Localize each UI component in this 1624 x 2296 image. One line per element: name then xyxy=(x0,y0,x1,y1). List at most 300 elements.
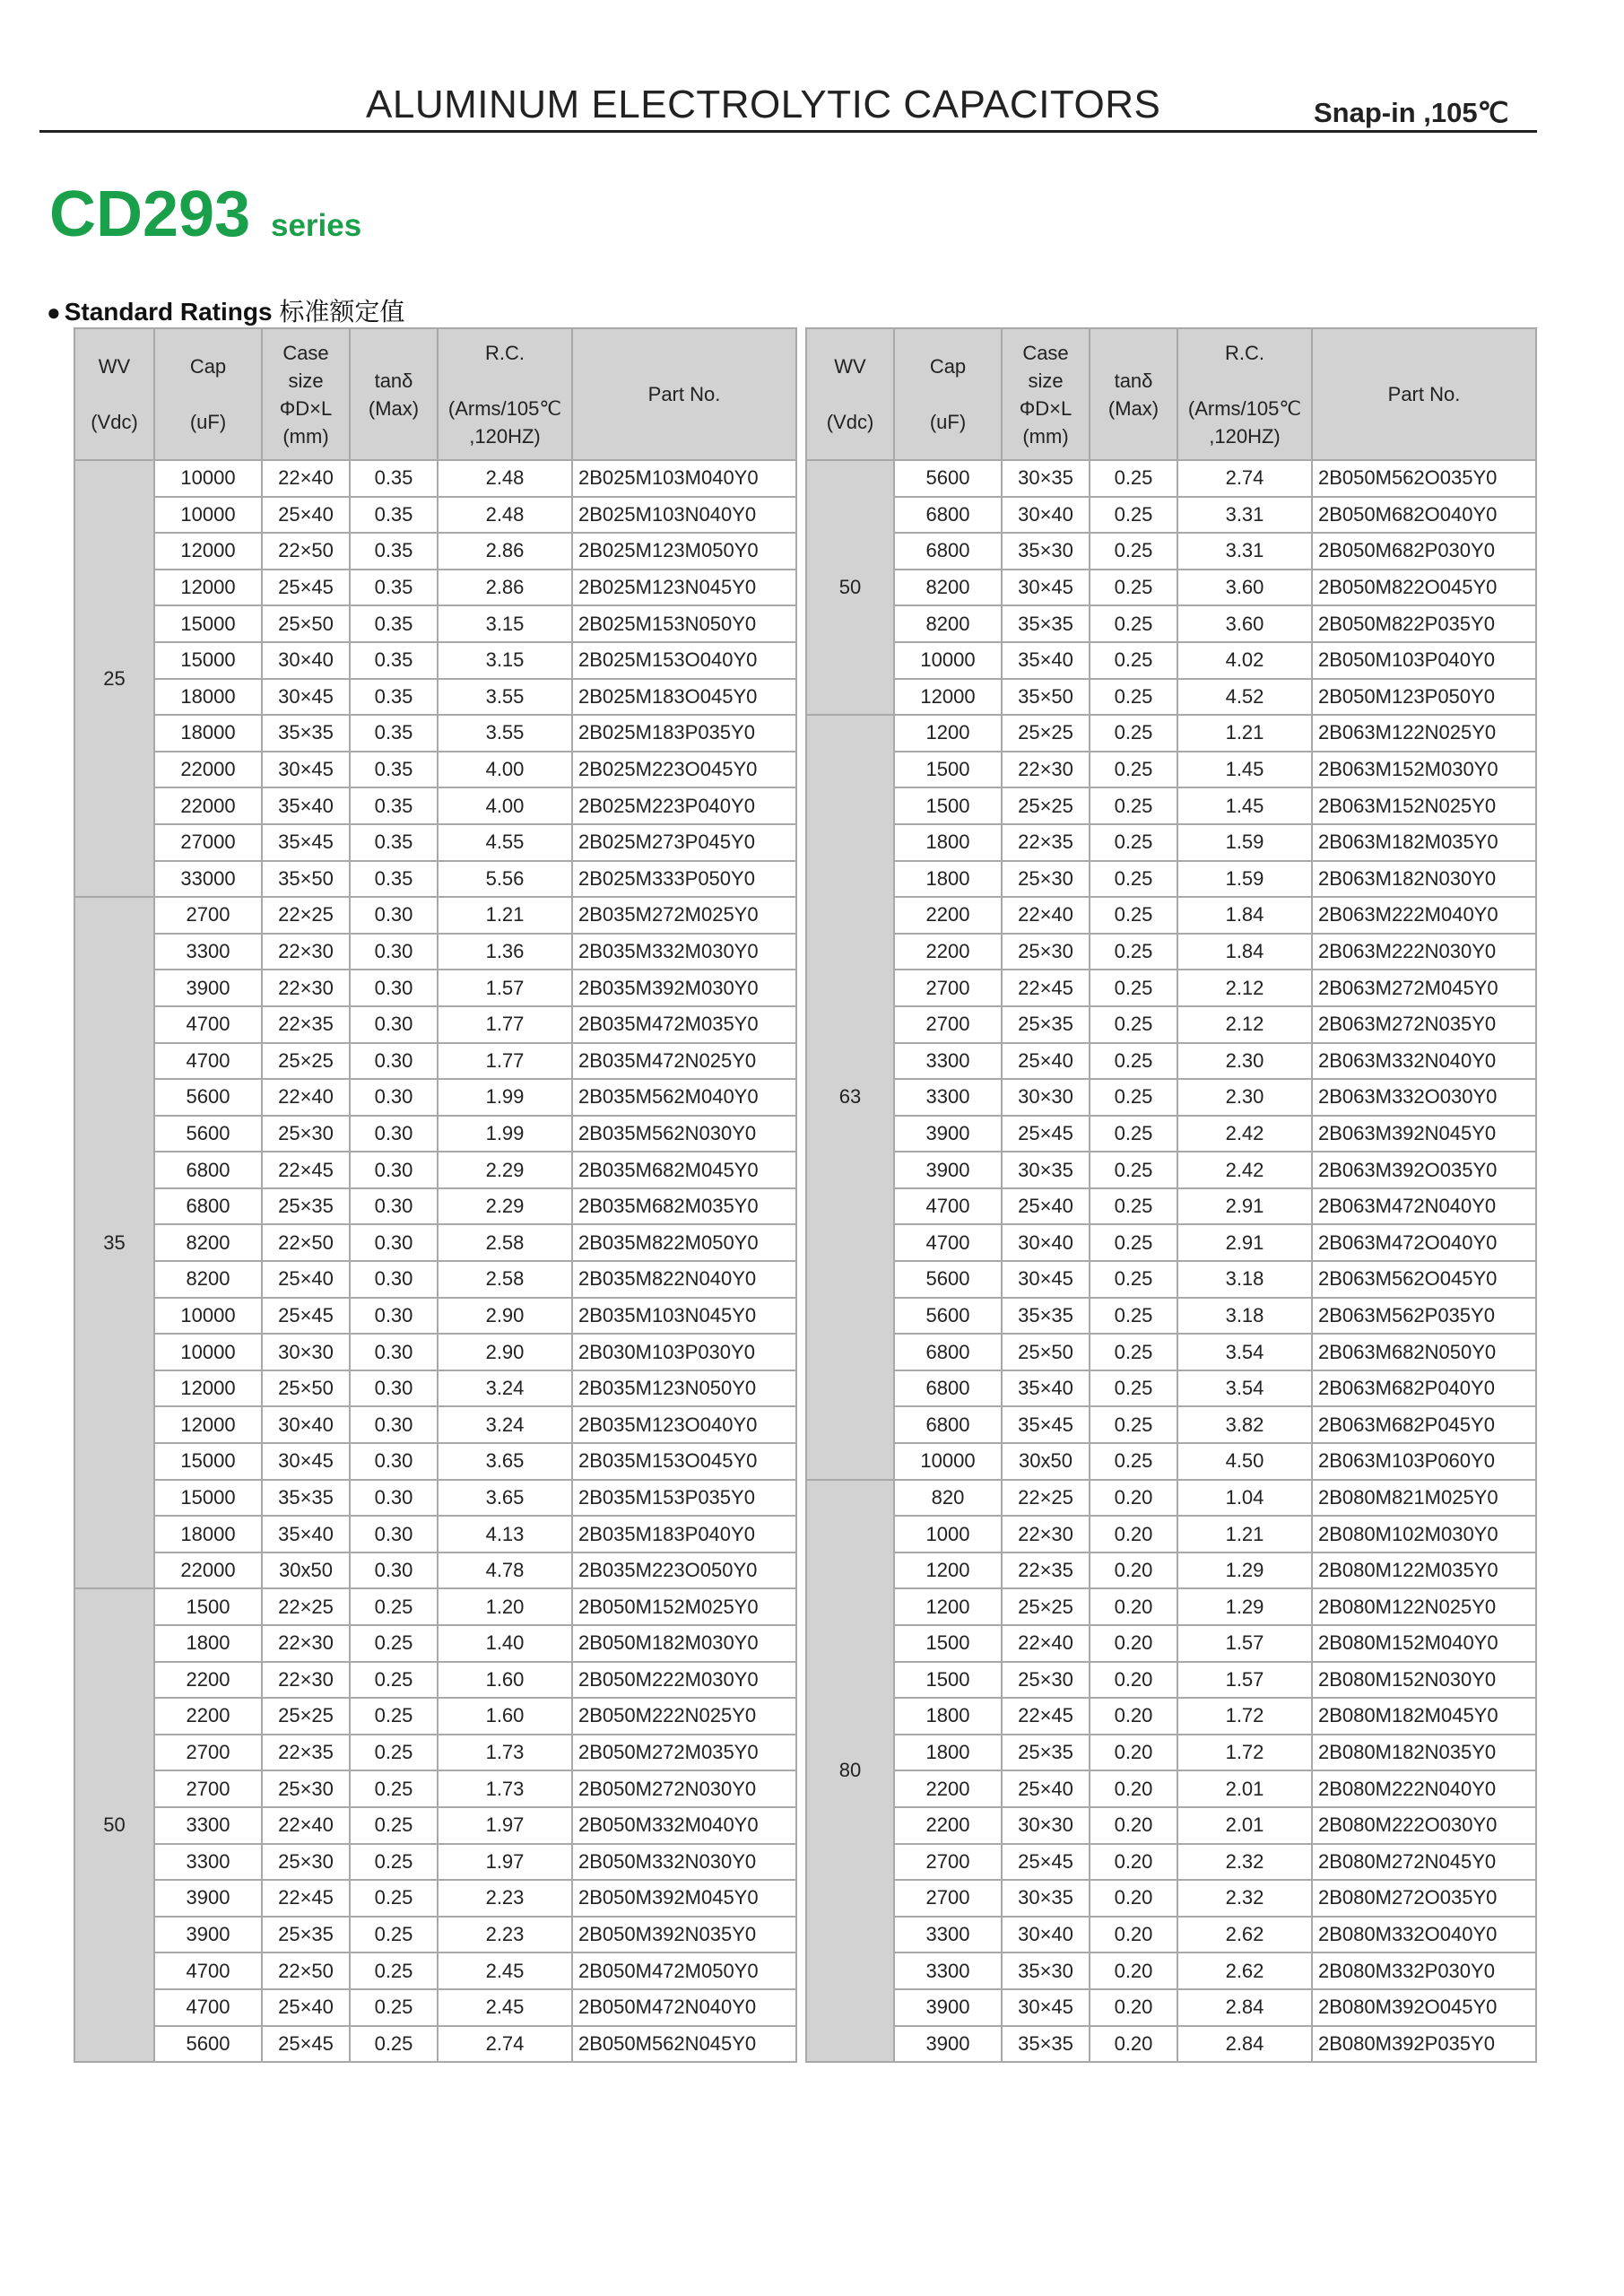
cap-cell: 3300 xyxy=(154,1807,262,1844)
part-no-cell: 2B050M182M030Y0 xyxy=(572,1625,796,1662)
table-row xyxy=(806,1043,1536,1080)
cap-cell: 1800 xyxy=(894,1735,1002,1771)
part-no-cell: 2B063M472N040Y0 xyxy=(1312,1188,1536,1225)
cap-cell: 5600 xyxy=(154,1116,262,1152)
cap-cell: 2700 xyxy=(894,1880,1002,1917)
case-size-cell: 30×45 xyxy=(262,679,350,716)
cap-cell: 1200 xyxy=(894,1588,1002,1625)
ripple-current-cell: 1.99 xyxy=(438,1116,572,1152)
part-no-cell: 2B063M472O040Y0 xyxy=(1312,1224,1536,1261)
ripple-current-cell: 2.01 xyxy=(1177,1807,1312,1844)
cap-cell: 4700 xyxy=(894,1224,1002,1261)
table-row xyxy=(806,1334,1536,1370)
case-size-cell: 25×30 xyxy=(1002,861,1090,898)
case-size-cell: 22×45 xyxy=(1002,1698,1090,1735)
header-part-no: Part No. xyxy=(1312,328,1536,460)
cap-cell: 3900 xyxy=(894,1989,1002,2026)
case-size-cell: 25×35 xyxy=(262,1188,350,1225)
tan-delta-cell: 0.35 xyxy=(350,824,438,861)
case-size-cell: 25×35 xyxy=(262,1917,350,1953)
ripple-current-cell: 3.24 xyxy=(438,1370,572,1407)
ripple-current-cell: 1.45 xyxy=(1177,752,1312,788)
case-size-cell: 25×35 xyxy=(1002,1735,1090,1771)
table-row xyxy=(74,533,796,570)
case-size-cell: 25×45 xyxy=(262,1298,350,1335)
table-row xyxy=(806,1552,1536,1589)
case-size-cell: 25×40 xyxy=(262,1261,350,1298)
ripple-current-cell: 3.55 xyxy=(438,679,572,716)
part-no-cell: 2B080M122M035Y0 xyxy=(1312,1552,1536,1589)
table-row xyxy=(806,1152,1536,1188)
part-no-cell: 2B050M392M045Y0 xyxy=(572,1880,796,1917)
table-row xyxy=(806,1006,1536,1043)
case-size-cell: 25×30 xyxy=(1002,1662,1090,1699)
table-row xyxy=(806,1770,1536,1807)
part-no-cell: 2B050M332N030Y0 xyxy=(572,1844,796,1881)
part-no-cell: 2B063M122N025Y0 xyxy=(1312,715,1536,752)
ripple-current-cell: 3.18 xyxy=(1177,1261,1312,1298)
tan-delta-cell: 0.35 xyxy=(350,533,438,570)
tan-delta-cell: 0.30 xyxy=(350,1406,438,1443)
cap-cell: 3300 xyxy=(894,1952,1002,1989)
tan-delta-cell: 0.25 xyxy=(1090,752,1177,788)
cap-cell: 15000 xyxy=(154,1480,262,1517)
tan-delta-cell: 0.20 xyxy=(1090,1917,1177,1953)
cap-cell: 2700 xyxy=(154,897,262,934)
part-no-cell: 2B035M392M030Y0 xyxy=(572,970,796,1006)
part-no-cell: 2B050M272N030Y0 xyxy=(572,1770,796,1807)
table-row xyxy=(74,1989,796,2026)
table-row xyxy=(74,1079,796,1116)
cap-cell: 12000 xyxy=(894,679,1002,716)
ripple-current-cell: 3.31 xyxy=(1177,497,1312,534)
case-size-cell: 22×30 xyxy=(1002,752,1090,788)
case-size-cell: 25×45 xyxy=(1002,1116,1090,1152)
case-size-cell: 35×35 xyxy=(1002,1298,1090,1335)
part-no-cell: 2B050M332M040Y0 xyxy=(572,1807,796,1844)
table-row xyxy=(806,1698,1536,1735)
case-size-cell: 22×35 xyxy=(262,1006,350,1043)
table-row xyxy=(806,1880,1536,1917)
tan-delta-cell: 0.25 xyxy=(350,1698,438,1735)
part-no-cell: 2B035M682M035Y0 xyxy=(572,1188,796,1225)
case-size-cell: 35×30 xyxy=(1002,533,1090,570)
part-no-cell: 2B025M223P040Y0 xyxy=(572,787,796,824)
table-row xyxy=(74,787,796,824)
cap-cell: 3300 xyxy=(894,1917,1002,1953)
tan-delta-cell: 0.25 xyxy=(1090,861,1177,898)
tan-delta-cell: 0.20 xyxy=(1090,1662,1177,1699)
ripple-current-cell: 2.90 xyxy=(438,1298,572,1335)
cap-cell: 2200 xyxy=(154,1662,262,1699)
ripple-current-cell: 3.31 xyxy=(1177,533,1312,570)
ripple-current-cell: 1.36 xyxy=(438,934,572,970)
cap-cell: 10000 xyxy=(894,642,1002,679)
ripple-current-cell: 4.13 xyxy=(438,1516,572,1552)
tan-delta-cell: 0.25 xyxy=(1090,1116,1177,1152)
part-no-cell: 2B063M332N040Y0 xyxy=(1312,1043,1536,1080)
tan-delta-cell: 0.25 xyxy=(1090,460,1177,497)
ratings-table-right xyxy=(805,327,1537,2063)
case-size-cell: 25×45 xyxy=(262,2026,350,2063)
part-no-cell: 2B050M822P035Y0 xyxy=(1312,605,1536,642)
cap-cell: 4700 xyxy=(154,1989,262,2026)
ripple-current-cell: 2.45 xyxy=(438,1952,572,1989)
table-row xyxy=(74,1298,796,1335)
case-size-cell: 30×40 xyxy=(262,642,350,679)
part-no-cell: 2B025M183O045Y0 xyxy=(572,679,796,716)
cap-cell: 1800 xyxy=(894,1698,1002,1735)
case-size-cell: 30×30 xyxy=(1002,1807,1090,1844)
part-no-cell: 2B035M123N050Y0 xyxy=(572,1370,796,1407)
cap-cell: 3300 xyxy=(894,1079,1002,1116)
wv-group-cell: 50 xyxy=(74,1588,154,2062)
part-no-cell: 2B050M682P030Y0 xyxy=(1312,533,1536,570)
ripple-current-cell: 2.74 xyxy=(438,2026,572,2063)
header-case-size: Case size ΦD×L (mm) xyxy=(262,328,350,460)
table-row xyxy=(806,752,1536,788)
table-row xyxy=(806,1443,1536,1480)
tan-delta-cell: 0.35 xyxy=(350,787,438,824)
table-row xyxy=(806,1224,1536,1261)
table-row xyxy=(806,1807,1536,1844)
header-cap: Cap (uF) xyxy=(894,328,1002,460)
tan-delta-cell: 0.25 xyxy=(1090,1261,1177,1298)
case-size-cell: 22×30 xyxy=(262,934,350,970)
table-row xyxy=(74,1516,796,1552)
cap-cell: 12000 xyxy=(154,1406,262,1443)
tan-delta-cell: 0.35 xyxy=(350,861,438,898)
tan-delta-cell: 0.30 xyxy=(350,1152,438,1188)
table-header-row xyxy=(806,328,1536,460)
header-case-size: Case size ΦD×L (mm) xyxy=(1002,328,1090,460)
tan-delta-cell: 0.25 xyxy=(1090,1406,1177,1443)
tan-delta-cell: 0.25 xyxy=(1090,787,1177,824)
part-no-cell: 2B050M562N045Y0 xyxy=(572,2026,796,2063)
tan-delta-cell: 0.25 xyxy=(1090,824,1177,861)
ripple-current-cell: 3.15 xyxy=(438,605,572,642)
case-size-cell: 30x50 xyxy=(262,1552,350,1589)
ripple-current-cell: 4.00 xyxy=(438,787,572,824)
part-no-cell: 2B050M392N035Y0 xyxy=(572,1917,796,1953)
part-no-cell: 2B035M562N030Y0 xyxy=(572,1116,796,1152)
tan-delta-cell: 0.30 xyxy=(350,970,438,1006)
ripple-current-cell: 2.45 xyxy=(438,1989,572,2026)
cap-cell: 3900 xyxy=(154,1880,262,1917)
table-row xyxy=(806,1480,1536,1517)
cap-cell: 3300 xyxy=(154,1844,262,1881)
table-row xyxy=(806,1298,1536,1335)
part-no-cell: 2B063M332O030Y0 xyxy=(1312,1079,1536,1116)
table-row xyxy=(806,1116,1536,1152)
case-size-cell: 22×45 xyxy=(262,1152,350,1188)
tan-delta-cell: 0.25 xyxy=(1090,1370,1177,1407)
part-no-cell: 2B063M562O045Y0 xyxy=(1312,1261,1536,1298)
tan-delta-cell: 0.20 xyxy=(1090,1770,1177,1807)
part-no-cell: 2B080M102M030Y0 xyxy=(1312,1516,1536,1552)
ripple-current-cell: 1.72 xyxy=(1177,1735,1312,1771)
cap-cell: 4700 xyxy=(154,1043,262,1080)
cap-cell: 33000 xyxy=(154,861,262,898)
part-no-cell: 2B025M123N045Y0 xyxy=(572,570,796,606)
part-no-cell: 2B025M273P045Y0 xyxy=(572,824,796,861)
ripple-current-cell: 2.62 xyxy=(1177,1952,1312,1989)
tan-delta-cell: 0.20 xyxy=(1090,1588,1177,1625)
part-no-cell: 2B063M682P045Y0 xyxy=(1312,1406,1536,1443)
tan-delta-cell: 0.25 xyxy=(350,1770,438,1807)
ripple-current-cell: 5.56 xyxy=(438,861,572,898)
table-row xyxy=(74,1807,796,1844)
case-size-cell: 22×50 xyxy=(262,1224,350,1261)
case-size-cell: 30×40 xyxy=(262,1406,350,1443)
case-size-cell: 25×35 xyxy=(1002,1006,1090,1043)
tan-delta-cell: 0.20 xyxy=(1090,1735,1177,1771)
tan-delta-cell: 0.25 xyxy=(1090,533,1177,570)
part-no-cell: 2B080M222O030Y0 xyxy=(1312,1807,1536,1844)
table-row xyxy=(806,824,1536,861)
part-no-cell: 2B050M472N040Y0 xyxy=(572,1989,796,2026)
ripple-current-cell: 1.97 xyxy=(438,1807,572,1844)
part-no-cell: 2B035M822N040Y0 xyxy=(572,1261,796,1298)
cap-cell: 2700 xyxy=(894,1844,1002,1881)
ripple-current-cell: 3.82 xyxy=(1177,1406,1312,1443)
tan-delta-cell: 0.20 xyxy=(1090,1844,1177,1881)
case-size-cell: 22×30 xyxy=(1002,1516,1090,1552)
ripple-current-cell: 3.15 xyxy=(438,642,572,679)
tan-delta-cell: 0.30 xyxy=(350,1298,438,1335)
tan-delta-cell: 0.25 xyxy=(1090,1298,1177,1335)
cap-cell: 6800 xyxy=(894,1370,1002,1407)
cap-cell: 15000 xyxy=(154,1443,262,1480)
table-row xyxy=(806,715,1536,752)
cap-cell: 820 xyxy=(894,1480,1002,1517)
table-row xyxy=(74,1370,796,1407)
cap-cell: 5600 xyxy=(894,1261,1002,1298)
ripple-current-cell: 3.24 xyxy=(438,1406,572,1443)
table-row xyxy=(74,642,796,679)
tan-delta-cell: 0.20 xyxy=(1090,1807,1177,1844)
ripple-current-cell: 1.99 xyxy=(438,1079,572,1116)
wv-group-cell: 50 xyxy=(806,460,894,715)
case-size-cell: 25×40 xyxy=(1002,1770,1090,1807)
cap-cell: 12000 xyxy=(154,1370,262,1407)
case-size-cell: 35×35 xyxy=(262,1480,350,1517)
ripple-current-cell: 2.30 xyxy=(1177,1043,1312,1080)
case-size-cell: 25×45 xyxy=(262,570,350,606)
table-row xyxy=(74,1116,796,1152)
part-no-cell: 2B063M222N030Y0 xyxy=(1312,934,1536,970)
table-row xyxy=(806,1735,1536,1771)
cap-cell: 1500 xyxy=(894,1662,1002,1699)
ripple-current-cell: 3.60 xyxy=(1177,570,1312,606)
table-row xyxy=(806,897,1536,934)
part-no-cell: 2B080M182N035Y0 xyxy=(1312,1735,1536,1771)
part-no-cell: 2B035M822M050Y0 xyxy=(572,1224,796,1261)
table-row xyxy=(74,752,796,788)
table-row xyxy=(806,1662,1536,1699)
cap-cell: 6800 xyxy=(154,1188,262,1225)
header-wv: WV (Vdc) xyxy=(806,328,894,460)
tan-delta-cell: 0.25 xyxy=(350,1807,438,1844)
case-size-cell: 30x50 xyxy=(1002,1443,1090,1480)
cap-cell: 6800 xyxy=(894,1406,1002,1443)
case-size-cell: 25×50 xyxy=(1002,1334,1090,1370)
case-size-cell: 22×35 xyxy=(262,1735,350,1771)
case-size-cell: 35×40 xyxy=(262,787,350,824)
part-no-cell: 2B050M222N025Y0 xyxy=(572,1698,796,1735)
part-no-cell: 2B063M562P035Y0 xyxy=(1312,1298,1536,1335)
case-size-cell: 30×45 xyxy=(1002,1261,1090,1298)
case-size-cell: 22×40 xyxy=(1002,897,1090,934)
part-no-cell: 2B063M272N035Y0 xyxy=(1312,1006,1536,1043)
part-no-cell: 2B080M222N040Y0 xyxy=(1312,1770,1536,1807)
part-no-cell: 2B035M272M025Y0 xyxy=(572,897,796,934)
section-title-cn: 标准额定值 xyxy=(279,298,405,326)
table-row xyxy=(806,1625,1536,1662)
case-size-cell: 30×40 xyxy=(1002,497,1090,534)
table-header-row xyxy=(74,328,796,460)
part-no-cell: 2B050M682O040Y0 xyxy=(1312,497,1536,534)
tan-delta-cell: 0.20 xyxy=(1090,1480,1177,1517)
tan-delta-cell: 0.30 xyxy=(350,1261,438,1298)
case-size-cell: 30×30 xyxy=(262,1334,350,1370)
bullet-icon: ● xyxy=(47,299,61,326)
part-no-cell: 2B050M822O045Y0 xyxy=(1312,570,1536,606)
tan-delta-cell: 0.25 xyxy=(1090,679,1177,716)
ripple-current-cell: 1.77 xyxy=(438,1006,572,1043)
cap-cell: 8200 xyxy=(894,605,1002,642)
ripple-current-cell: 1.57 xyxy=(1177,1662,1312,1699)
case-size-cell: 22×40 xyxy=(262,1079,350,1116)
tan-delta-cell: 0.30 xyxy=(350,1334,438,1370)
cap-cell: 5600 xyxy=(894,1298,1002,1335)
cap-cell: 3900 xyxy=(894,1152,1002,1188)
case-size-cell: 35×40 xyxy=(262,1516,350,1552)
cap-cell: 3300 xyxy=(154,934,262,970)
cap-cell: 2200 xyxy=(894,897,1002,934)
part-no-cell: 2B080M122N025Y0 xyxy=(1312,1588,1536,1625)
part-no-cell: 2B035M183P040Y0 xyxy=(572,1516,796,1552)
cap-cell: 6800 xyxy=(894,533,1002,570)
table-row xyxy=(74,1625,796,1662)
part-no-cell: 2B025M103N040Y0 xyxy=(572,497,796,534)
tan-delta-cell: 0.30 xyxy=(350,1552,438,1589)
tan-delta-cell: 0.35 xyxy=(350,460,438,497)
case-size-cell: 35×50 xyxy=(1002,679,1090,716)
case-size-cell: 30×45 xyxy=(1002,570,1090,606)
ripple-current-cell: 2.29 xyxy=(438,1188,572,1225)
ripple-current-cell: 2.32 xyxy=(1177,1844,1312,1881)
cap-cell: 10000 xyxy=(154,1334,262,1370)
cap-cell: 1200 xyxy=(894,1552,1002,1589)
part-no-cell: 2B025M153O040Y0 xyxy=(572,642,796,679)
case-size-cell: 25×40 xyxy=(1002,1188,1090,1225)
table-row xyxy=(74,497,796,534)
tan-delta-cell: 0.25 xyxy=(1090,605,1177,642)
case-size-cell: 25×30 xyxy=(262,1116,350,1152)
tan-delta-cell: 0.35 xyxy=(350,752,438,788)
part-no-cell: 2B035M123O040Y0 xyxy=(572,1406,796,1443)
case-size-cell: 30×45 xyxy=(1002,1989,1090,2026)
ripple-current-cell: 2.58 xyxy=(438,1224,572,1261)
case-size-cell: 22×25 xyxy=(262,897,350,934)
case-size-cell: 22×40 xyxy=(1002,1625,1090,1662)
case-size-cell: 22×40 xyxy=(262,460,350,497)
wv-group-cell: 80 xyxy=(806,1480,894,2063)
table-row xyxy=(74,1406,796,1443)
table-row xyxy=(74,1662,796,1699)
ripple-current-cell: 2.74 xyxy=(1177,460,1312,497)
part-no-cell: 2B025M103M040Y0 xyxy=(572,460,796,497)
ripple-current-cell: 1.84 xyxy=(1177,934,1312,970)
case-size-cell: 25×30 xyxy=(262,1770,350,1807)
ratings-table-left xyxy=(74,327,797,2063)
ripple-current-cell: 4.78 xyxy=(438,1552,572,1589)
table-row xyxy=(74,1698,796,1735)
case-size-cell: 25×30 xyxy=(262,1844,350,1881)
cap-cell: 10000 xyxy=(154,460,262,497)
cap-cell: 1500 xyxy=(154,1588,262,1625)
tan-delta-cell: 0.20 xyxy=(1090,1880,1177,1917)
case-size-cell: 22×45 xyxy=(262,1880,350,1917)
part-no-cell: 2B050M472M050Y0 xyxy=(572,1952,796,1989)
table-row xyxy=(806,1844,1536,1881)
part-no-cell: 2B063M682N050Y0 xyxy=(1312,1334,1536,1370)
part-no-cell: 2B035M562M040Y0 xyxy=(572,1079,796,1116)
cap-cell: 3900 xyxy=(154,970,262,1006)
tan-delta-cell: 0.25 xyxy=(1090,1224,1177,1261)
part-no-cell: 2B080M272N045Y0 xyxy=(1312,1844,1536,1881)
ripple-current-cell: 1.59 xyxy=(1177,861,1312,898)
table-row xyxy=(74,1844,796,1881)
header-ripple-current: R.C. (Arms/105℃ ,120HZ) xyxy=(438,328,572,460)
table-row xyxy=(806,2026,1536,2063)
cap-cell: 27000 xyxy=(154,824,262,861)
case-size-cell: 30×35 xyxy=(1002,1880,1090,1917)
tan-delta-cell: 0.35 xyxy=(350,570,438,606)
cap-cell: 4700 xyxy=(894,1188,1002,1225)
case-size-cell: 22×40 xyxy=(262,1807,350,1844)
ripple-current-cell: 2.29 xyxy=(438,1152,572,1188)
tan-delta-cell: 0.25 xyxy=(1090,1006,1177,1043)
cap-cell: 4700 xyxy=(154,1952,262,1989)
table-row xyxy=(74,1880,796,1917)
table-row xyxy=(74,1043,796,1080)
tan-delta-cell: 0.25 xyxy=(1090,1079,1177,1116)
header-rule xyxy=(39,130,1537,133)
case-size-cell: 22×35 xyxy=(1002,1552,1090,1589)
tan-delta-cell: 0.25 xyxy=(350,1844,438,1881)
ripple-current-cell: 1.21 xyxy=(1177,715,1312,752)
part-no-cell: 2B050M103P040Y0 xyxy=(1312,642,1536,679)
cap-cell: 6800 xyxy=(894,1334,1002,1370)
table-row xyxy=(74,2026,796,2063)
tan-delta-cell: 0.30 xyxy=(350,1224,438,1261)
tan-delta-cell: 0.30 xyxy=(350,897,438,934)
case-size-cell: 25×50 xyxy=(262,1370,350,1407)
ripple-current-cell: 3.60 xyxy=(1177,605,1312,642)
table-row xyxy=(74,1735,796,1771)
part-no-cell: 2B080M392P035Y0 xyxy=(1312,2026,1536,2063)
table-row xyxy=(74,1188,796,1225)
cap-cell: 18000 xyxy=(154,715,262,752)
table-row xyxy=(806,861,1536,898)
table-row xyxy=(806,1989,1536,2026)
part-no-cell: 2B080M332P030Y0 xyxy=(1312,1952,1536,1989)
part-no-cell: 2B063M392O035Y0 xyxy=(1312,1152,1536,1188)
ripple-current-cell: 1.45 xyxy=(1177,787,1312,824)
part-no-cell: 2B035M153P035Y0 xyxy=(572,1480,796,1517)
